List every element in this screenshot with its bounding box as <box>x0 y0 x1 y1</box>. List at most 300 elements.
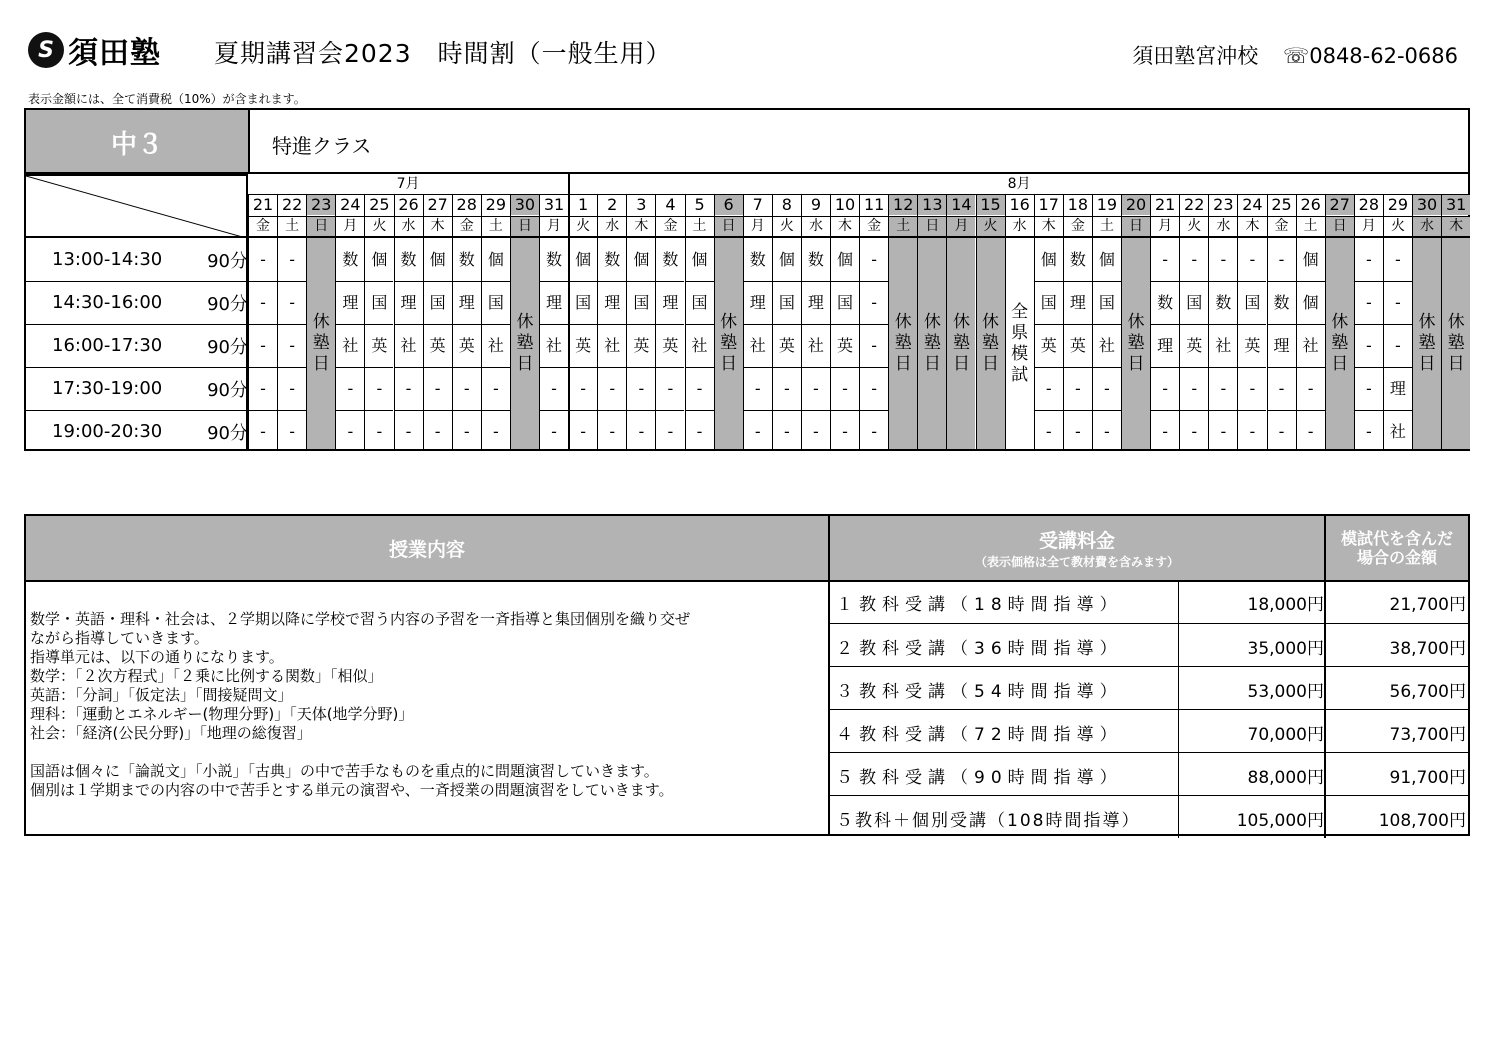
schedule-cell: 国 <box>1040 293 1057 312</box>
course-label: １教科受講（18時間指導） <box>836 595 1123 615</box>
schedule-cell: - <box>1365 250 1372 269</box>
schedule-cell: - <box>1220 422 1227 441</box>
month-divider <box>248 194 1470 195</box>
weekday: 火 <box>576 218 591 234</box>
schedule-cell: - <box>492 422 499 441</box>
day-column <box>1354 194 1383 449</box>
cell-divider <box>744 324 772 325</box>
cell-divider <box>1238 324 1266 325</box>
course-label: ４教科受講（72時間指導） <box>836 725 1123 745</box>
day-number: 30 <box>1413 194 1441 215</box>
weekday: 火 <box>1390 218 1405 234</box>
cell-divider <box>1064 324 1092 325</box>
cell-divider <box>278 367 306 368</box>
day-number: 25 <box>369 195 390 214</box>
day-number: 27 <box>1326 194 1354 215</box>
cell-divider <box>1384 367 1412 368</box>
holiday-char: 塾 <box>516 333 534 353</box>
day-number: 2 <box>607 195 618 214</box>
schedule-cell: 国 <box>691 293 708 312</box>
schedule-cell: 個 <box>1040 250 1057 269</box>
cell-divider <box>686 410 714 411</box>
holiday-char: 日 <box>982 354 1000 374</box>
schedule-cell: 個 <box>691 250 708 269</box>
schedule-cell: - <box>871 293 878 312</box>
holiday-cell <box>715 238 743 449</box>
exam-char: 県 <box>1011 322 1029 343</box>
schedule-cell: 個 <box>1098 250 1115 269</box>
schedule-cell: - <box>1365 379 1372 398</box>
weekday: 土 <box>692 218 707 234</box>
fee-row <box>830 795 1470 838</box>
weekday: 水 <box>1012 218 1027 234</box>
holiday-cell <box>1326 238 1354 449</box>
exam-cell <box>1006 238 1034 449</box>
holiday-char: 日 <box>1331 354 1349 374</box>
day-number: 10 <box>834 195 856 214</box>
schedule-cell: - <box>1045 379 1052 398</box>
cell-divider <box>540 281 568 282</box>
duration: 90分 <box>207 336 248 358</box>
day-number: 20 <box>1122 194 1150 215</box>
schedule-cell: 理 <box>1069 293 1086 312</box>
schedule-cell: - <box>1249 422 1256 441</box>
schedule-cell: 社 <box>342 336 359 355</box>
schedule-cell: 個 <box>778 250 795 269</box>
course-price: 53,000円 <box>1247 682 1324 702</box>
schedule-cell: 個 <box>487 250 504 269</box>
schedule-cell: - <box>638 379 645 398</box>
fee-table <box>24 514 1470 836</box>
course-description <box>30 610 820 800</box>
cell-divider <box>656 324 684 325</box>
cell-divider <box>569 281 597 282</box>
day-number: 16 <box>1009 195 1030 214</box>
slot-divider <box>26 410 248 411</box>
cell-divider <box>1355 324 1383 325</box>
slot-divider <box>26 281 248 282</box>
weekday: 水 <box>808 218 823 234</box>
cell-divider <box>1355 281 1383 282</box>
schedule-cell: 数 <box>1157 293 1174 312</box>
schedule-cell: - <box>347 422 354 441</box>
weekday: 土 <box>1303 218 1318 234</box>
holiday-char: 塾 <box>1331 333 1349 353</box>
description-line <box>30 743 820 762</box>
course-price: 105,000円 <box>1236 811 1324 831</box>
schedule-cell: - <box>1395 250 1401 269</box>
day-number: 13 <box>918 194 946 215</box>
schedule-cell: 社 <box>604 336 621 355</box>
schedule-cell: - <box>842 422 848 441</box>
cell-divider <box>656 281 684 282</box>
day-number: 3 <box>636 195 647 214</box>
cell-divider <box>278 324 306 325</box>
schedule-cell: - <box>260 379 266 398</box>
day-number: 22 <box>281 195 303 214</box>
cell-divider <box>1297 324 1325 325</box>
schedule-cell: - <box>754 379 761 398</box>
schedule-cell: - <box>492 379 499 398</box>
duration: 90分 <box>207 250 248 272</box>
cell-divider <box>1209 367 1237 368</box>
mock-header-line1: 模試代を含んだ <box>1340 529 1453 548</box>
schedule-cell: - <box>667 422 674 441</box>
cell-divider <box>1297 281 1325 282</box>
weekday: 火 <box>977 216 1005 236</box>
cell-divider <box>336 410 364 411</box>
cell-divider <box>395 281 423 282</box>
day-column <box>568 194 597 449</box>
weekday: 水 <box>1216 218 1231 234</box>
schedule-cell: 理 <box>1389 379 1406 398</box>
cell-divider <box>1035 410 1063 411</box>
price-divider <box>1178 796 1179 838</box>
schedule-cell: 国 <box>371 293 388 312</box>
schedule-cell: 英 <box>429 336 446 355</box>
holiday-cell <box>977 238 1005 449</box>
cell-divider <box>1355 367 1383 368</box>
cell-divider <box>686 367 714 368</box>
holiday-char: 塾 <box>894 333 912 353</box>
day-number: 29 <box>485 195 507 214</box>
time-slot-row <box>26 324 248 367</box>
day-column <box>626 194 655 449</box>
description-line: 数学：「２次方程式」「２乗に比例する関数」「相似」 <box>30 667 383 685</box>
price-with-mock: 38,700円 <box>1389 639 1466 659</box>
cell-divider <box>686 324 714 325</box>
schedule-cell: 数 <box>1273 293 1290 312</box>
cell-divider <box>1035 281 1063 282</box>
schedule-cell: 英 <box>837 336 854 355</box>
price-with-mock: 108,700円 <box>1378 811 1466 831</box>
schedule-cell: - <box>696 422 703 441</box>
day-number: 21 <box>1154 195 1176 214</box>
weekday: 日 <box>918 216 946 236</box>
schedule-cell: - <box>813 379 819 398</box>
day-number: 18 <box>1067 195 1089 214</box>
schedule-cell: 国 <box>1244 293 1261 312</box>
schedule-cell: 英 <box>1244 336 1261 355</box>
logo-text: 須田塾 <box>68 36 161 71</box>
cell-divider <box>656 410 684 411</box>
day-column <box>335 194 364 449</box>
day-column <box>946 194 975 449</box>
day-column <box>1034 194 1063 449</box>
holiday-char: 塾 <box>1418 333 1436 353</box>
cell-divider <box>831 410 859 411</box>
schedule-cell: - <box>289 293 296 312</box>
cell-divider <box>1064 410 1092 411</box>
schedule-cell: - <box>813 422 819 441</box>
weekday: 日 <box>511 216 539 236</box>
cell-divider <box>482 324 510 325</box>
slot-column-border <box>246 236 248 451</box>
fee-row <box>830 709 1470 752</box>
schedule-cell: 国 <box>1098 293 1115 312</box>
timetable <box>24 108 1470 451</box>
holiday-char: 休 <box>1331 312 1349 332</box>
schedule-cell: - <box>376 379 383 398</box>
schedule-cell: 国 <box>429 293 446 312</box>
cell-divider <box>1297 410 1325 411</box>
schedule-cell: - <box>260 422 266 441</box>
weekday: 金 <box>1070 218 1085 234</box>
holiday-char: 休 <box>1418 312 1436 332</box>
schedule-cell: 社 <box>400 336 417 355</box>
logo <box>28 30 161 70</box>
schedule-cell: 理 <box>1157 336 1174 355</box>
cell-divider <box>1268 281 1296 282</box>
schedule-cell: 国 <box>837 293 854 312</box>
time-range: 13:00-14:30 <box>52 249 163 270</box>
cell-divider <box>249 281 277 282</box>
cell-divider <box>1064 367 1092 368</box>
day-number: 21 <box>252 195 274 214</box>
price-with-mock: 21,700円 <box>1389 595 1466 615</box>
schedule-cell: 数 <box>1069 250 1086 269</box>
cell-divider <box>773 281 801 282</box>
cell-divider <box>1093 410 1121 411</box>
schedule-cell: 国 <box>575 293 592 312</box>
course-label: ５教科受講（90時間指導） <box>836 768 1123 788</box>
day-column <box>1267 194 1296 449</box>
schedule-cell: - <box>1191 379 1198 398</box>
cell-divider <box>860 281 888 282</box>
time-range: 17:30-19:00 <box>52 378 163 399</box>
tax-note: 表示金額には、全て消費税（10%）が含まれます。 <box>28 92 306 106</box>
day-number: 19 <box>1096 195 1118 214</box>
cell-divider <box>1093 367 1121 368</box>
schedule-cell: 国 <box>633 293 650 312</box>
weekday: 木 <box>838 218 853 234</box>
cell-divider <box>1238 281 1266 282</box>
cell-divider <box>1151 367 1179 368</box>
course-price: 70,000円 <box>1247 725 1324 745</box>
holiday-char: 休 <box>516 312 534 332</box>
price-with-mock: 73,700円 <box>1389 725 1466 745</box>
exam-char: 全 <box>1011 301 1029 322</box>
holiday-cell <box>307 238 335 449</box>
holiday-char: 休 <box>894 312 912 332</box>
day-number: 8 <box>781 195 792 214</box>
cell-divider <box>336 281 364 282</box>
schedule-cell: - <box>1365 293 1372 312</box>
schedule-cell: 英 <box>662 336 679 355</box>
schedule-cell: - <box>1162 250 1169 269</box>
cell-divider <box>249 324 277 325</box>
price-divider <box>1178 624 1179 666</box>
cell-divider <box>627 367 655 368</box>
schedule-cell: 個 <box>371 250 388 269</box>
schedule-cell: 個 <box>837 250 854 269</box>
time-range: 14:30-16:00 <box>52 292 163 313</box>
schedule-cell: - <box>754 422 761 441</box>
day-column <box>364 194 393 449</box>
cell-divider <box>365 410 393 411</box>
holiday-char: 休 <box>1447 312 1465 332</box>
schedule-cell: - <box>1162 422 1169 441</box>
day-number: 27 <box>427 195 448 214</box>
cell-divider <box>1268 324 1296 325</box>
weekday: 木 <box>1041 218 1056 234</box>
schedule-cell: 数 <box>458 250 475 269</box>
day-number: 7 <box>752 195 763 214</box>
cell-divider <box>598 367 626 368</box>
day-number: 29 <box>1387 195 1409 214</box>
holiday-char: 休 <box>952 312 970 332</box>
schedule-cell: 数 <box>604 250 621 269</box>
schedule-cell: - <box>1395 336 1401 355</box>
description-line: 社会：「経済(公民分野)」「地理の総復習」 <box>30 724 312 742</box>
fee-row <box>830 666 1470 709</box>
schedule-cell: 数 <box>400 250 417 269</box>
cell-divider <box>1035 367 1063 368</box>
price-divider <box>1178 710 1179 752</box>
cell-divider <box>278 281 306 282</box>
description-line: 個別は１学期までの内容の中で苦手とする単元の演習や、一斉授業の問題演習をしていきます。 <box>30 781 674 799</box>
schedule-cell: - <box>1162 379 1169 398</box>
price-divider <box>1178 667 1179 709</box>
cell-divider <box>598 410 626 411</box>
grid-top-border <box>26 172 1468 174</box>
day-column <box>655 194 684 449</box>
cell-divider <box>1384 281 1412 282</box>
cell-divider <box>453 324 481 325</box>
schedule-cell: 社 <box>749 336 766 355</box>
schedule-cell: - <box>871 379 878 398</box>
day-number: 23 <box>307 194 335 215</box>
school-name: 須田塾宮沖校 <box>1132 44 1259 68</box>
day-column <box>1441 194 1470 449</box>
weekday: 月 <box>947 216 975 236</box>
weekday: 木 <box>1442 216 1470 236</box>
schedule-cell: 理 <box>749 293 766 312</box>
holiday-char: 日 <box>952 354 970 374</box>
cell-divider <box>802 324 830 325</box>
cell-divider <box>336 324 364 325</box>
schedule-cell: 理 <box>604 293 621 312</box>
weekday: 土 <box>285 218 300 234</box>
schedule-cell: 個 <box>633 250 650 269</box>
holiday-char: 日 <box>312 354 330 374</box>
holiday-char: 塾 <box>982 333 1000 353</box>
holiday-char: 塾 <box>312 333 330 353</box>
cell-divider <box>1093 281 1121 282</box>
schedule-cell: 英 <box>371 336 388 355</box>
schedule-cell: - <box>1220 379 1227 398</box>
weekday: 土 <box>889 216 917 236</box>
schedule-cell: 国 <box>778 293 795 312</box>
schedule-cell: - <box>1074 379 1081 398</box>
schedule-cell: - <box>551 379 557 398</box>
price-divider <box>1178 753 1179 795</box>
day-number: 24 <box>1242 195 1263 214</box>
cell-divider <box>569 410 597 411</box>
schedule-cell: 数 <box>546 250 563 269</box>
schedule-cell: 数 <box>807 250 824 269</box>
schedule-cell: - <box>1307 379 1314 398</box>
day-column <box>452 194 481 449</box>
schedule-cell: - <box>1365 422 1372 441</box>
weekday: 火 <box>372 218 387 234</box>
day-number: 28 <box>456 195 477 214</box>
schedule-cell: 国 <box>487 293 504 312</box>
date-divider <box>248 216 1470 217</box>
schedule-cell: 英 <box>458 336 475 355</box>
duration: 90分 <box>207 422 248 444</box>
schedule-cell: 理 <box>342 293 359 312</box>
schedule-cell: - <box>609 379 616 398</box>
cell-divider <box>831 324 859 325</box>
holiday-char: 日 <box>720 354 738 374</box>
duration: 90分 <box>207 379 248 401</box>
day-column <box>306 194 335 449</box>
holiday-char: 日 <box>894 354 912 374</box>
day-column <box>917 194 946 449</box>
cell-divider <box>1209 410 1237 411</box>
schedule-cell: - <box>1278 422 1285 441</box>
cell-divider <box>540 367 568 368</box>
schedule-cell: - <box>1191 250 1198 269</box>
cell-divider <box>482 410 510 411</box>
holiday-char: 塾 <box>952 333 970 353</box>
month-label-july: 7月 <box>396 176 420 192</box>
cell-divider <box>1384 324 1412 325</box>
cell-divider <box>1180 281 1208 282</box>
cell-divider <box>453 367 481 368</box>
holiday-char: 休 <box>720 312 738 332</box>
schedule-cell: - <box>1307 422 1314 441</box>
day-column <box>801 194 830 449</box>
schedule-cell: - <box>783 379 790 398</box>
day-number: 6 <box>715 194 743 215</box>
weekday: 月 <box>547 218 562 234</box>
holiday-char: 日 <box>516 354 534 374</box>
schedule-cell: 理 <box>662 293 679 312</box>
schedule-cell: - <box>1249 379 1256 398</box>
weekday: 金 <box>459 218 474 234</box>
day-column <box>976 194 1005 449</box>
cell-divider <box>1151 281 1179 282</box>
schedule-cell: - <box>463 422 470 441</box>
cell-divider <box>1180 367 1208 368</box>
time-slot-row <box>26 367 248 410</box>
day-column <box>597 194 626 449</box>
holiday-cell <box>947 238 975 449</box>
schedule-cell: 社 <box>1389 422 1406 441</box>
course-price: 35,000円 <box>1247 639 1324 659</box>
day-number: 25 <box>1271 195 1292 214</box>
cell-divider <box>1268 410 1296 411</box>
day-column <box>1121 194 1150 449</box>
weekday: 月 <box>750 218 765 234</box>
cell-divider <box>1297 367 1325 368</box>
schedule-cell: 数 <box>662 250 679 269</box>
fee-header-label: 受講料金 <box>1038 530 1115 552</box>
schedule-cell: 個 <box>1302 250 1319 269</box>
day-column <box>248 194 277 449</box>
description-line: 理科：「運動とエネルギー(物理分野)」「天体(地学分野)」 <box>30 705 414 723</box>
day-column <box>772 194 801 449</box>
cell-divider <box>1238 367 1266 368</box>
day-number: 26 <box>1300 195 1321 214</box>
day-column <box>510 194 539 449</box>
cell-divider <box>802 367 830 368</box>
schedule-cell: - <box>1220 250 1227 269</box>
weekday: 月 <box>1158 218 1173 234</box>
schedule-cell: - <box>289 422 296 441</box>
